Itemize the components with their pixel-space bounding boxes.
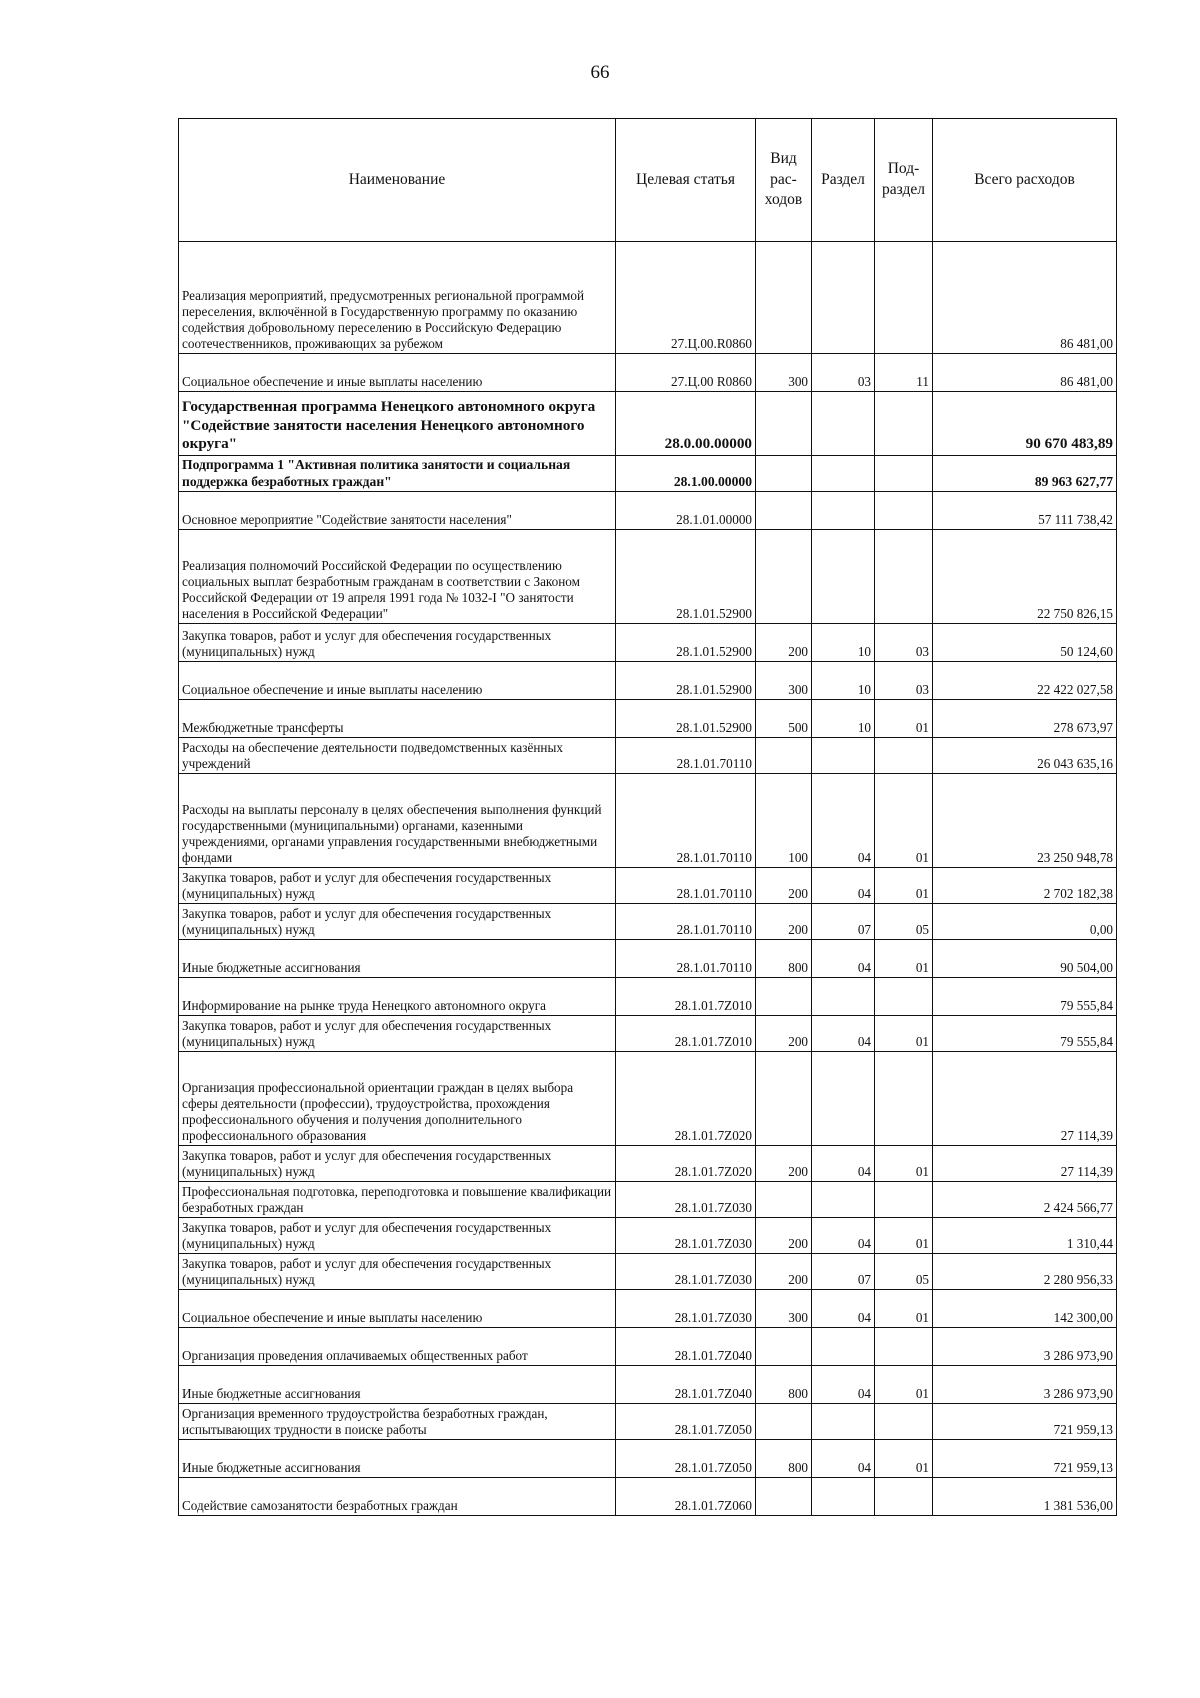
cell-section: 04 (812, 1146, 875, 1182)
cell-section: 04 (812, 1440, 875, 1478)
cell-name: Закупка товаров, работ и услуг для обеспечения государственных (муниципальных) нужд (179, 624, 616, 662)
cell-total: 86 481,00 (933, 354, 1117, 392)
cell-expense-type (756, 1182, 812, 1218)
table-row (179, 1366, 1117, 1404)
cell-total: 22 750 826,15 (933, 530, 1117, 624)
cell-target-article: 28.1.01.70110 (616, 774, 756, 868)
cell-subsection (875, 1052, 933, 1146)
cell-name: Организация профессиональной ориентации граждан в целях выбора сферы деятельности (профессии), трудоустройства, прохождения профессионального обучения и получения дополнительного профессионального образования (179, 1052, 616, 1146)
table-row (179, 1440, 1117, 1478)
cell-section: 04 (812, 1218, 875, 1254)
cell-target-article: 28.1.01.7Z050 (616, 1404, 756, 1440)
table-row (179, 1478, 1117, 1516)
cell-section: 10 (812, 662, 875, 700)
cell-total: 278 673,97 (933, 700, 1117, 738)
header-target-article: Целевая статья (616, 119, 756, 242)
cell-name: Социальное обеспечение и иные выплаты населению (179, 354, 616, 392)
table-row (179, 774, 1117, 868)
cell-subsection: 01 (875, 700, 933, 738)
table-row (179, 242, 1117, 354)
budget-table (178, 118, 1117, 1516)
cell-target-article: 28.1.01.7Z030 (616, 1290, 756, 1328)
cell-subsection: 03 (875, 662, 933, 700)
cell-target-article: 28.1.01.7Z020 (616, 1146, 756, 1182)
cell-total: 79 555,84 (933, 1016, 1117, 1052)
cell-total: 721 959,13 (933, 1440, 1117, 1478)
cell-subsection: 01 (875, 868, 933, 904)
table-row (179, 1016, 1117, 1052)
cell-subsection: 11 (875, 354, 933, 392)
cell-total: 90 504,00 (933, 940, 1117, 978)
cell-subsection (875, 456, 933, 492)
cell-name: Иные бюджетные ассигнования (179, 940, 616, 978)
cell-expense-type (756, 1404, 812, 1440)
cell-subsection: 05 (875, 904, 933, 940)
cell-section (812, 242, 875, 354)
cell-expense-type (756, 978, 812, 1016)
cell-subsection: 01 (875, 1290, 933, 1328)
cell-expense-type: 300 (756, 662, 812, 700)
cell-section: 04 (812, 1016, 875, 1052)
table-row (179, 1182, 1117, 1218)
cell-subsection: 01 (875, 774, 933, 868)
cell-name: Профессиональная подготовка, переподготовка и повышение квалификации безработных граждан (179, 1182, 616, 1218)
cell-section: 07 (812, 904, 875, 940)
cell-subsection (875, 1404, 933, 1440)
cell-target-article: 28.1.01.7Z020 (616, 1052, 756, 1146)
cell-expense-type: 200 (756, 904, 812, 940)
cell-target-article: 28.1.01.7Z040 (616, 1328, 756, 1366)
cell-name: Реализация полномочий Российской Федерации по осуществлению социальных выплат безработным гражданам в соответствии с Законом Российской Федерации от 19 апреля 1991 года № 1032-I "О занятости населения в Российской Федерации" (179, 530, 616, 624)
cell-target-article: 28.1.01.7Z030 (616, 1218, 756, 1254)
cell-total: 0,00 (933, 904, 1117, 940)
cell-subsection (875, 242, 933, 354)
cell-name: Организация проведения оплачиваемых общественных работ (179, 1328, 616, 1366)
cell-expense-type (756, 530, 812, 624)
header-total: Всего расходов (933, 119, 1117, 242)
cell-subsection (875, 1478, 933, 1516)
cell-target-article: 28.1.01.70110 (616, 940, 756, 978)
cell-section: 10 (812, 624, 875, 662)
table-row (179, 354, 1117, 392)
cell-total: 1 381 536,00 (933, 1478, 1117, 1516)
cell-section: 04 (812, 1290, 875, 1328)
table-row (179, 392, 1117, 456)
table-row (179, 1218, 1117, 1254)
cell-target-article: 27.Ц.00 R0860 (616, 354, 756, 392)
cell-section: 10 (812, 700, 875, 738)
cell-total: 90 670 483,89 (933, 392, 1117, 456)
cell-expense-type: 200 (756, 624, 812, 662)
table-row (179, 1254, 1117, 1290)
page-number: 66 (590, 62, 610, 83)
header-expense-type: Вид рас- ходов (756, 119, 812, 242)
cell-name: Закупка товаров, работ и услуг для обеспечения государственных (муниципальных) нужд (179, 868, 616, 904)
cell-expense-type: 800 (756, 1440, 812, 1478)
cell-section (812, 978, 875, 1016)
table-row (179, 492, 1117, 530)
cell-total: 721 959,13 (933, 1404, 1117, 1440)
cell-expense-type: 100 (756, 774, 812, 868)
table-row (179, 904, 1117, 940)
cell-total: 3 286 973,90 (933, 1366, 1117, 1404)
table-row (179, 940, 1117, 978)
cell-name: Закупка товаров, работ и услуг для обеспечения государственных (муниципальных) нужд (179, 1146, 616, 1182)
cell-subsection: 01 (875, 940, 933, 978)
cell-total: 57 111 738,42 (933, 492, 1117, 530)
cell-name: Межбюджетные трансферты (179, 700, 616, 738)
cell-total: 142 300,00 (933, 1290, 1117, 1328)
cell-expense-type: 200 (756, 1254, 812, 1290)
cell-target-article: 28.1.01.52900 (616, 624, 756, 662)
cell-name: Расходы на выплаты персоналу в целях обеспечения выполнения функций государственными (муниципальными) органами, казенными учреждениями, органами управления государственными внебюджетными фондами (179, 774, 616, 868)
cell-expense-type: 300 (756, 354, 812, 392)
cell-subsection (875, 492, 933, 530)
table-row (179, 700, 1117, 738)
cell-total: 27 114,39 (933, 1052, 1117, 1146)
table-row (179, 1146, 1117, 1182)
cell-total: 23 250 948,78 (933, 774, 1117, 868)
cell-subsection (875, 1182, 933, 1218)
cell-total: 2 280 956,33 (933, 1254, 1117, 1290)
cell-expense-type (756, 456, 812, 492)
cell-target-article: 28.1.01.52900 (616, 700, 756, 738)
cell-section (812, 1478, 875, 1516)
cell-expense-type: 200 (756, 868, 812, 904)
cell-section: 04 (812, 868, 875, 904)
cell-target-article: 28.1.01.7Z050 (616, 1440, 756, 1478)
cell-name: Закупка товаров, работ и услуг для обеспечения государственных (муниципальных) нужд (179, 1218, 616, 1254)
cell-expense-type: 200 (756, 1016, 812, 1052)
cell-section (812, 1404, 875, 1440)
cell-subsection: 01 (875, 1146, 933, 1182)
cell-subsection: 01 (875, 1016, 933, 1052)
cell-target-article: 28.1.01.00000 (616, 492, 756, 530)
cell-name: Социальное обеспечение и иные выплаты населению (179, 662, 616, 700)
cell-name: Государственная программа Ненецкого автономного округа "Содействие занятости населения Ненецкого автономного округа" (179, 392, 616, 456)
cell-section (812, 392, 875, 456)
cell-subsection (875, 738, 933, 774)
cell-expense-type (756, 392, 812, 456)
table-row (179, 1052, 1117, 1146)
cell-total: 79 555,84 (933, 978, 1117, 1016)
cell-name: Закупка товаров, работ и услуг для обеспечения государственных (муниципальных) нужд (179, 1016, 616, 1052)
cell-name: Информирование на рынке труда Ненецкого автономного округа (179, 978, 616, 1016)
cell-target-article: 28.1.00.00000 (616, 456, 756, 492)
cell-target-article: 28.1.01.7Z010 (616, 978, 756, 1016)
cell-expense-type (756, 1478, 812, 1516)
cell-target-article: 28.1.01.70110 (616, 868, 756, 904)
cell-expense-type (756, 738, 812, 774)
header-subsection: Под- раздел (875, 119, 933, 242)
cell-subsection: 05 (875, 1254, 933, 1290)
cell-target-article: 28.1.01.70110 (616, 738, 756, 774)
cell-section (812, 492, 875, 530)
cell-total: 27 114,39 (933, 1146, 1117, 1182)
cell-total: 2 702 182,38 (933, 868, 1117, 904)
cell-expense-type (756, 242, 812, 354)
cell-section: 04 (812, 1366, 875, 1404)
cell-target-article: 28.1.01.70110 (616, 904, 756, 940)
cell-subsection (875, 1328, 933, 1366)
cell-target-article: 28.1.01.52900 (616, 530, 756, 624)
cell-total: 86 481,00 (933, 242, 1117, 354)
cell-subsection (875, 530, 933, 624)
header-name: Наименование (179, 119, 616, 242)
cell-name: Основное мероприятие "Содействие занятости населения" (179, 492, 616, 530)
cell-expense-type: 500 (756, 700, 812, 738)
cell-name: Реализация мероприятий, предусмотренных региональной программой переселения, включённой в Государственную программу по оказанию содействия добровольному переселению в Российскую Федерацию соотечественников, проживающих за рубежом (179, 242, 616, 354)
table-row (179, 738, 1117, 774)
cell-section (812, 1052, 875, 1146)
table-row (179, 662, 1117, 700)
cell-target-article: 28.1.01.7Z030 (616, 1254, 756, 1290)
cell-expense-type: 200 (756, 1146, 812, 1182)
cell-total: 50 124,60 (933, 624, 1117, 662)
cell-name: Иные бюджетные ассигнования (179, 1366, 616, 1404)
table-row (179, 978, 1117, 1016)
cell-name: Расходы на обеспечение деятельности подведомственных казённых учреждений (179, 738, 616, 774)
cell-subsection: 03 (875, 624, 933, 662)
cell-total: 3 286 973,90 (933, 1328, 1117, 1366)
cell-expense-type (756, 1052, 812, 1146)
table-header-row (179, 119, 1117, 242)
cell-name: Содействие самозанятости безработных граждан (179, 1478, 616, 1516)
cell-section (812, 738, 875, 774)
cell-name: Закупка товаров, работ и услуг для обеспечения государственных (муниципальных) нужд (179, 1254, 616, 1290)
cell-subsection: 01 (875, 1440, 933, 1478)
cell-name: Подпрограмма 1 "Активная политика занятости и социальная поддержка безработных граждан" (179, 456, 616, 492)
cell-expense-type: 200 (756, 1218, 812, 1254)
cell-total: 1 310,44 (933, 1218, 1117, 1254)
cell-target-article: 28.1.01.52900 (616, 662, 756, 700)
cell-section (812, 456, 875, 492)
cell-total: 2 424 566,77 (933, 1182, 1117, 1218)
cell-section: 04 (812, 774, 875, 868)
cell-expense-type (756, 1328, 812, 1366)
cell-expense-type: 800 (756, 940, 812, 978)
table-row (179, 456, 1117, 492)
cell-subsection (875, 392, 933, 456)
cell-total: 26 043 635,16 (933, 738, 1117, 774)
cell-section (812, 1182, 875, 1218)
cell-subsection (875, 978, 933, 1016)
cell-section: 07 (812, 1254, 875, 1290)
cell-expense-type: 800 (756, 1366, 812, 1404)
cell-target-article: 28.1.01.7Z030 (616, 1182, 756, 1218)
cell-section: 04 (812, 940, 875, 978)
table-row (179, 1328, 1117, 1366)
cell-total: 89 963 627,77 (933, 456, 1117, 492)
cell-target-article: 28.1.01.7Z010 (616, 1016, 756, 1052)
cell-target-article: 28.1.01.7Z040 (616, 1366, 756, 1404)
cell-section (812, 1328, 875, 1366)
table-row (179, 624, 1117, 662)
cell-total: 22 422 027,58 (933, 662, 1117, 700)
cell-target-article: 27.Ц.00.R0860 (616, 242, 756, 354)
table-row (179, 530, 1117, 624)
cell-name: Закупка товаров, работ и услуг для обеспечения государственных (муниципальных) нужд (179, 904, 616, 940)
cell-name: Организация временного трудоустройства безработных граждан, испытывающих трудности в поиске работы (179, 1404, 616, 1440)
cell-expense-type (756, 492, 812, 530)
table-row (179, 1290, 1117, 1328)
cell-subsection: 01 (875, 1366, 933, 1404)
cell-subsection: 01 (875, 1218, 933, 1254)
cell-target-article: 28.1.01.7Z060 (616, 1478, 756, 1516)
cell-section: 03 (812, 354, 875, 392)
table-row (179, 1404, 1117, 1440)
cell-target-article: 28.0.00.00000 (616, 392, 756, 456)
cell-name: Иные бюджетные ассигнования (179, 1440, 616, 1478)
table-row (179, 868, 1117, 904)
header-section: Раздел (812, 119, 875, 242)
cell-name: Социальное обеспечение и иные выплаты населению (179, 1290, 616, 1328)
cell-expense-type: 300 (756, 1290, 812, 1328)
cell-section (812, 530, 875, 624)
